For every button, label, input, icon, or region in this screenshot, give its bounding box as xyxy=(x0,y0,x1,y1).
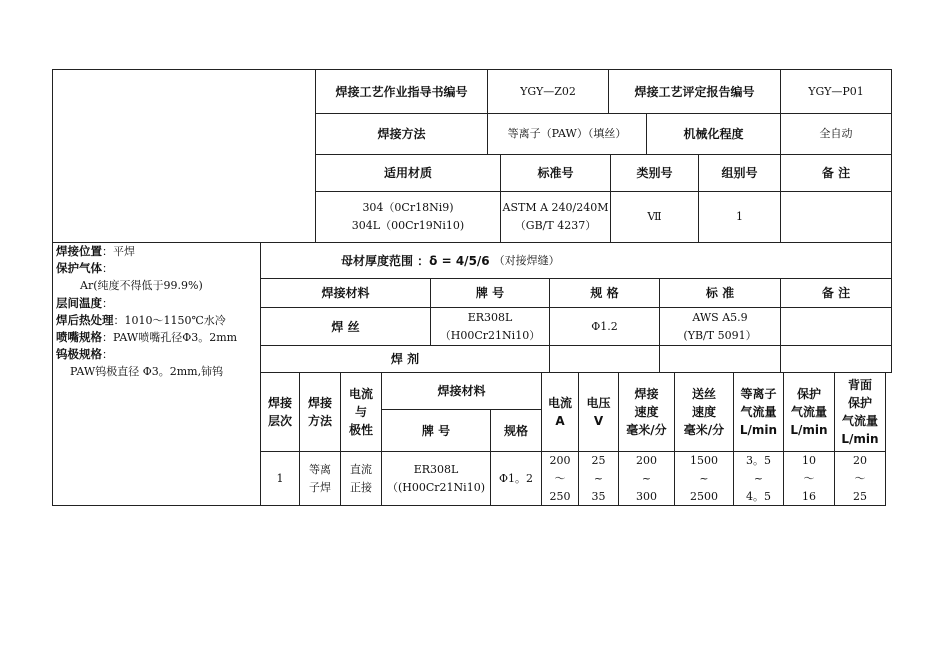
consumable-header: 焊接材料 xyxy=(321,286,370,300)
wps-number-label: 焊接工艺作业指导书编号 xyxy=(335,84,468,99)
standard-value: ASTM A 240/240M （GB/T 4237） xyxy=(502,201,609,232)
remark-header: 备 注 xyxy=(821,166,851,180)
gas-row: 保护气体： xyxy=(56,261,113,276)
filler-material-header: 焊接材料 xyxy=(437,384,486,398)
material-value: 304（0Cr18Ni9) 304L（00Cr19Ni10) xyxy=(351,201,465,232)
polarity-header: 电流 与 极性 xyxy=(348,387,373,437)
mechanization-label: 机械化程度 xyxy=(683,127,744,141)
thickness-label: 母材厚度范围 ：δ = 4/5/6 xyxy=(341,253,490,268)
position-row: 焊接位置：平焊 xyxy=(56,244,135,258)
plasma-gas-value: 3。5 ~ 4。5 xyxy=(746,453,771,503)
current-header: 电流 A xyxy=(547,396,572,428)
wire-feed-value: 1500 ~ 2500 xyxy=(690,453,718,503)
welding-info xyxy=(56,243,261,381)
rule xyxy=(52,69,53,506)
current-value: 200 ～ 250 xyxy=(549,453,571,503)
group-header: 组别号 xyxy=(721,166,758,180)
method-header: 焊接 方法 xyxy=(307,396,332,428)
welding-method-value: 等离子（PAW）（填丝） xyxy=(507,127,627,140)
param-spec-value: Φ1。2 xyxy=(498,471,533,485)
voltage-value: 25 ~ 35 xyxy=(591,453,606,503)
pqr-number-value: YGY—P01 xyxy=(808,84,864,98)
mechanization-value: 全自动 xyxy=(819,127,853,140)
backing-gas-value: 20 ～ 25 xyxy=(853,453,867,503)
remark-value xyxy=(781,192,891,242)
standard-header: 标准号 xyxy=(537,166,574,180)
layer-header: 焊接 层次 xyxy=(267,396,292,428)
layer-value: 1 xyxy=(276,471,284,485)
filler-wire-spec: Φ1.2 xyxy=(591,319,618,333)
travel-speed-header: 焊接 速度 毫米/分 xyxy=(626,387,667,437)
shield-gas-value: 10 ～ 16 xyxy=(802,453,816,503)
travel-speed-value: 200 ~ 300 xyxy=(636,453,657,503)
wps-number-value: YGY—Z02 xyxy=(520,84,576,98)
polarity-value: 直流 正接 xyxy=(350,462,372,494)
param-brand-header: 牌 号 xyxy=(421,423,451,438)
spec-header: 规 格 xyxy=(590,286,619,300)
electrode-row: 钨极规格： xyxy=(56,347,113,362)
electrode-value: PAW钨极直径 Φ3。2mm,铈钨 xyxy=(70,365,224,379)
category-header: 类别号 xyxy=(636,166,673,180)
welding-method-label: 焊接方法 xyxy=(377,127,426,141)
interpass-row: 层间温度： xyxy=(56,295,113,310)
pqr-number-label: 焊接工艺评定报告编号 xyxy=(634,84,755,99)
param-brand-value: ER308L （(H00Cr21Ni10) xyxy=(387,462,485,494)
filler-wire-standard: AWS A5.9 (YB/T 5091） xyxy=(683,310,757,342)
plasma-gas-header: 等离子 气流量 L/min xyxy=(739,387,778,437)
wire-feed-header: 送丝 速度 毫米/分 xyxy=(683,387,725,437)
param-spec-header: 规格 xyxy=(503,423,528,438)
flux-label: 焊 剂 xyxy=(390,352,420,366)
thickness-range xyxy=(261,243,891,278)
rule xyxy=(885,372,886,506)
nozzle-row: 喷嘴规格：PAW喷嘴孔径Φ3。2mm xyxy=(56,330,238,345)
voltage-header: 电压 V xyxy=(586,396,611,428)
method-value: 等离 子焊 xyxy=(309,462,331,494)
pwht-row: 焊后热处理：1010～1150℃水冷 xyxy=(56,312,226,327)
consumable-remark-header: 备 注 xyxy=(821,286,851,300)
group-value: 1 xyxy=(736,210,743,223)
shield-gas-header: 保护 气流量 L/min xyxy=(790,387,828,437)
rule xyxy=(891,69,892,373)
filler-wire-brand: ER308L （H00Cr21Ni10） xyxy=(439,310,541,342)
thickness-note: （对接焊缝） xyxy=(493,253,560,267)
category-value: Ⅶ xyxy=(647,210,662,223)
backing-gas-header: 背面 保护 气流量 L/min xyxy=(841,378,879,446)
gas-value: Ar(纯度不得低于99.9%) xyxy=(80,279,203,293)
material-header: 适用材质 xyxy=(383,166,432,180)
standard-col-header: 标 准 xyxy=(705,286,735,300)
brand-header: 牌 号 xyxy=(475,286,505,300)
filler-wire-label: 焊 丝 xyxy=(331,319,360,334)
